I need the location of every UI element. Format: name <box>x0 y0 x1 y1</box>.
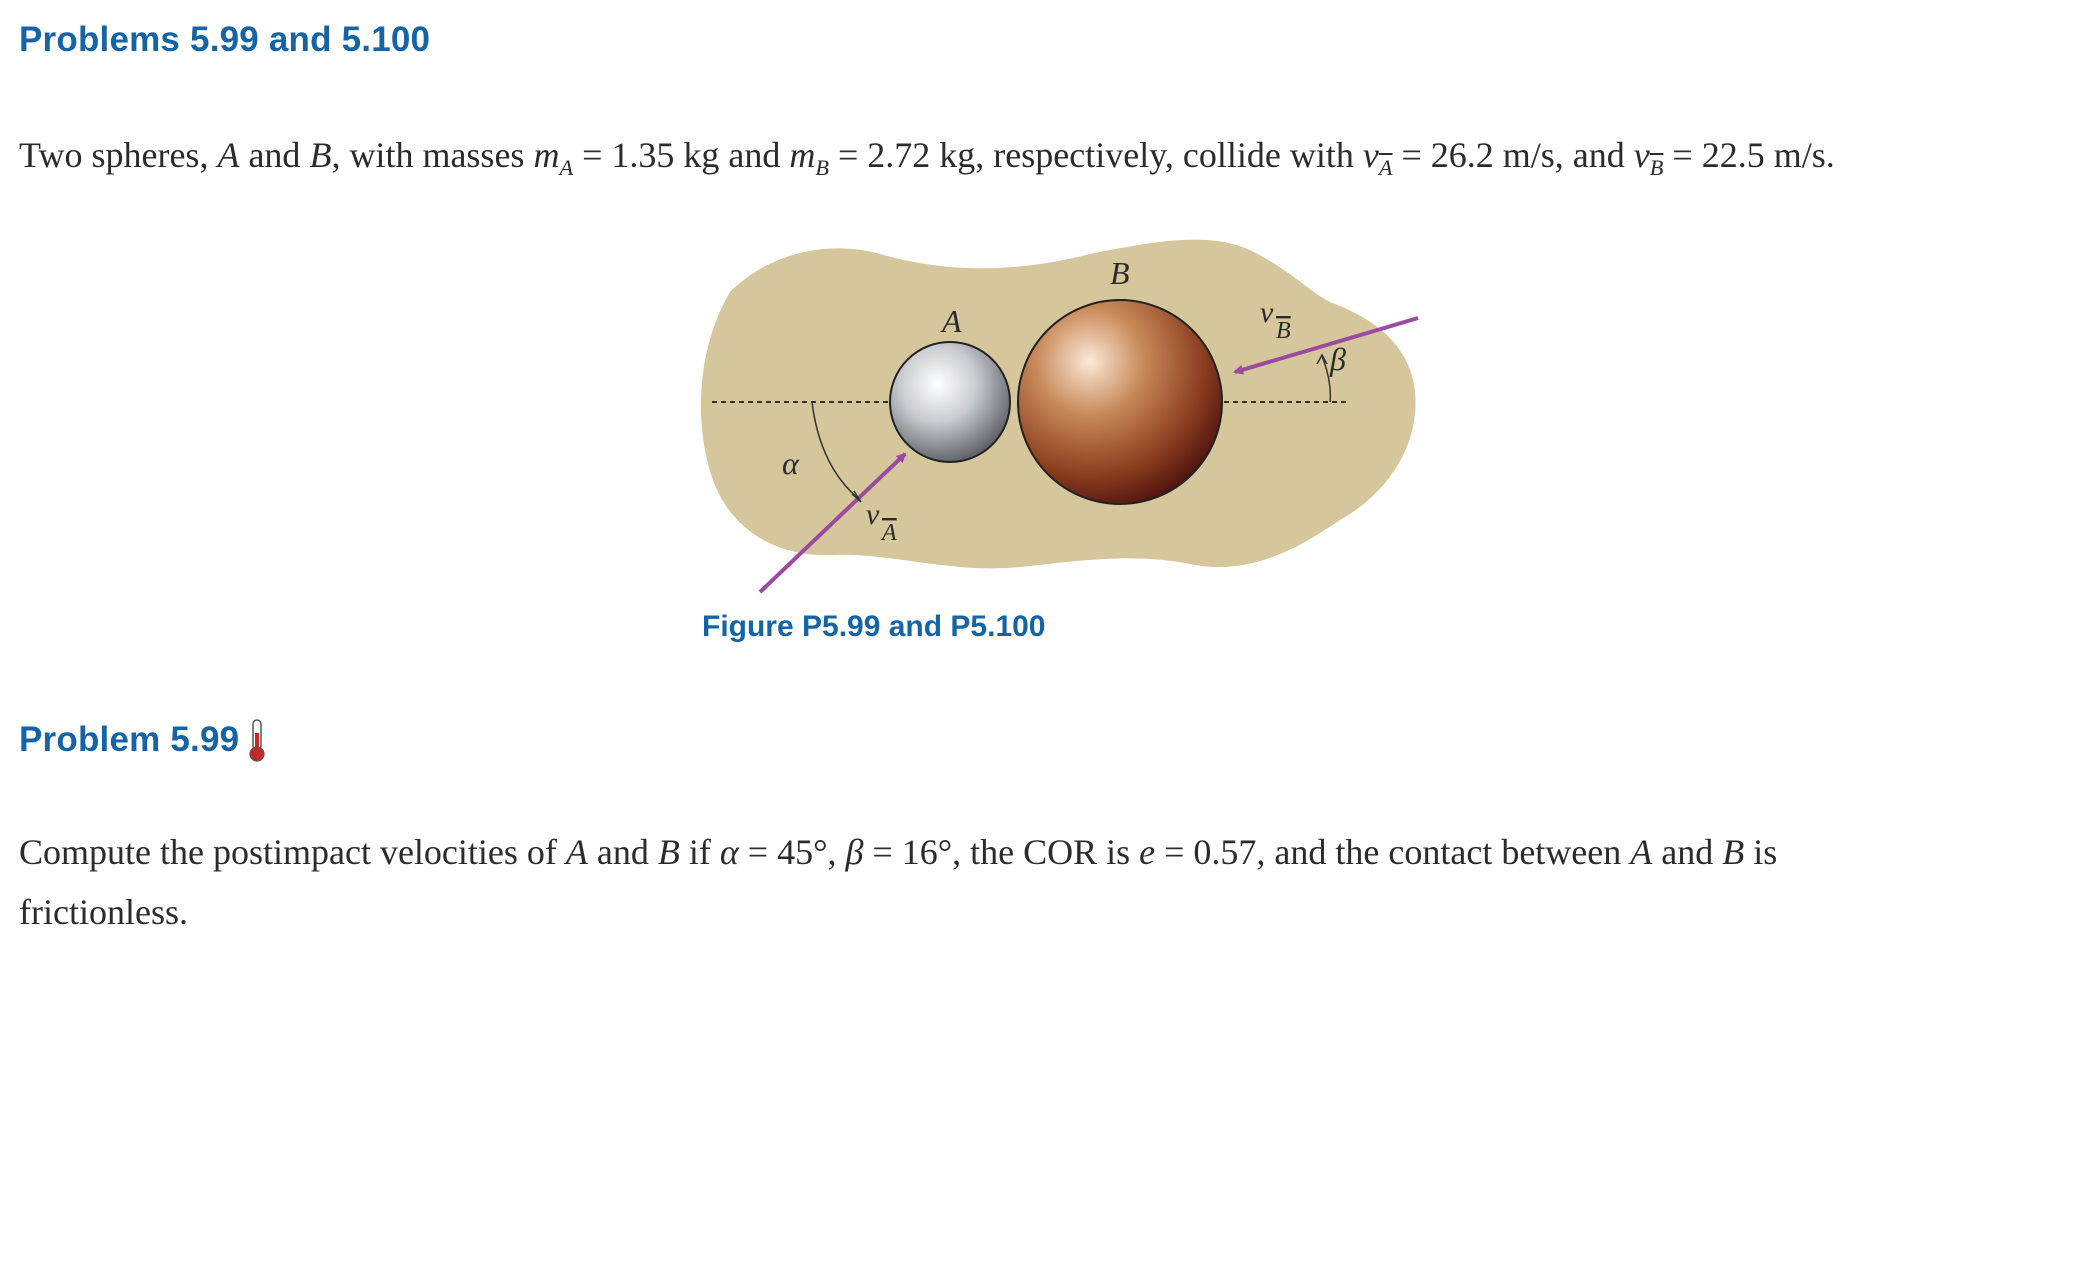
mass-symbol: m <box>533 135 560 175</box>
mass-symbol: m <box>789 135 816 175</box>
label-b: B <box>1110 255 1130 291</box>
sphere-b-symbol: B <box>657 832 680 872</box>
problem-text: if <box>679 832 720 872</box>
figure-caption: Figure P5.99 and P5.100 <box>702 610 1046 643</box>
velocity-a-value: = 26.2 m/s, and <box>1392 135 1634 175</box>
intro-text: , with masses <box>331 135 534 175</box>
problem-heading-text: Problem 5.99 <box>19 720 240 759</box>
problem-text: and <box>1652 832 1723 872</box>
label-a: A <box>942 303 962 339</box>
thermometer-icon <box>247 717 267 763</box>
mass-b-value: = 2.72 kg, respectively, collide with <box>829 135 1363 175</box>
label-beta: β <box>1330 341 1346 377</box>
problem-statement-line-2: frictionless. <box>19 892 188 932</box>
label-alpha: α <box>782 445 799 481</box>
intro-text: and <box>239 135 310 175</box>
sphere-a-symbol: A <box>217 135 240 175</box>
velocity-symbol: v <box>1362 135 1379 175</box>
collision-figure <box>690 232 1450 604</box>
subscript-a: A <box>1378 154 1393 180</box>
problem-text: Compute the postimpact velocities of <box>19 832 566 872</box>
velocity-symbol: v <box>1633 135 1650 175</box>
label-velocity-a-subscript: A <box>882 520 897 546</box>
sphere-b-symbol: B <box>1722 832 1745 872</box>
sphere-a-symbol: A <box>565 832 588 872</box>
mass-a-value: = 1.35 kg and <box>573 135 790 175</box>
beta-value: = 16°, the COR is <box>863 832 1140 872</box>
label-velocity-b: v <box>1260 296 1274 329</box>
intro-paragraph <box>19 125 1835 185</box>
sphere-b-symbol: B <box>309 135 332 175</box>
problem-text: is <box>1744 832 1778 872</box>
problem-text: and <box>587 832 658 872</box>
subscript-a: A <box>559 154 574 180</box>
sphere-a <box>890 342 1010 462</box>
alpha-value: = 45°, <box>738 832 846 872</box>
intro-text: Two spheres, <box>19 135 218 175</box>
cor-symbol: e <box>1139 832 1156 872</box>
beta-symbol: β <box>845 832 864 872</box>
alpha-symbol: α <box>719 832 739 872</box>
cor-value: = 0.57, and the contact between <box>1155 832 1631 872</box>
problem-heading <box>19 717 267 763</box>
sphere-b <box>1018 300 1222 504</box>
velocity-b-value: = 22.5 m/s. <box>1663 135 1835 175</box>
label-velocity-b-subscript: B <box>1276 318 1291 344</box>
label-velocity-a: v <box>866 498 880 531</box>
problems-heading: Problems 5.99 and 5.100 <box>19 20 431 59</box>
sphere-a-symbol: A <box>1630 832 1653 872</box>
subscript-b: B <box>815 154 829 180</box>
problem-statement <box>19 822 1777 882</box>
subscript-b: B <box>1649 154 1664 180</box>
